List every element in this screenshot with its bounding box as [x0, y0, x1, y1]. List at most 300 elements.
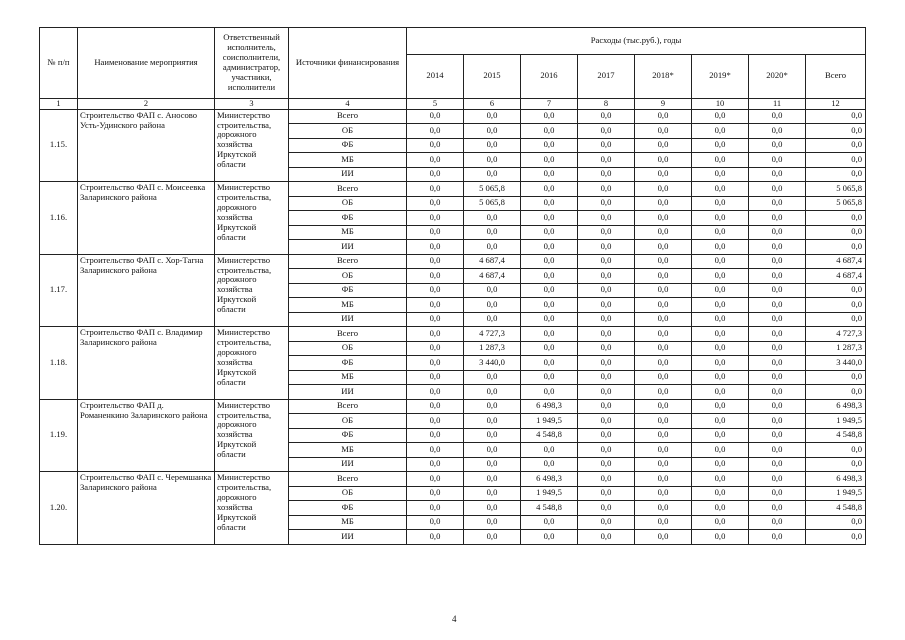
amount-cell: 0,0 [521, 211, 578, 226]
amount-cell: 0,0 [578, 283, 635, 298]
amount-cell: 0,0 [749, 298, 806, 313]
amount-cell: 0,0 [407, 312, 464, 327]
amount-cell: 0,0 [749, 385, 806, 400]
amount-cell: 0,0 [464, 399, 521, 414]
amount-cell: 0,0 [578, 138, 635, 153]
funding-source: ФБ [289, 138, 407, 153]
amount-cell: 0,0 [692, 457, 749, 472]
column-number-row [40, 99, 866, 110]
amount-cell: 0,0 [407, 182, 464, 197]
amount-cell: 0,0 [749, 124, 806, 139]
amount-cell: 0,0 [407, 138, 464, 153]
amount-cell: 0,0 [635, 124, 692, 139]
table-row [40, 399, 866, 414]
total-cell: 0,0 [806, 283, 866, 298]
amount-cell: 0,0 [464, 124, 521, 139]
funding-source: МБ [289, 443, 407, 458]
total-cell: 1 949,5 [806, 486, 866, 501]
item-name: Строительство ФАП с. Аносово Усть-Удинского района [78, 109, 215, 182]
funding-source: ИИ [289, 457, 407, 472]
amount-cell: 6 498,3 [521, 472, 578, 487]
funding-source: Всего [289, 399, 407, 414]
amount-cell: 0,0 [635, 312, 692, 327]
amount-cell: 0,0 [692, 254, 749, 269]
header-year: 2019* [692, 54, 749, 98]
amount-cell: 1 287,3 [464, 341, 521, 356]
total-cell: 3 440,0 [806, 356, 866, 371]
amount-cell: 0,0 [692, 472, 749, 487]
amount-cell: 0,0 [521, 530, 578, 545]
amount-cell: 0,0 [407, 486, 464, 501]
total-cell: 1 949,5 [806, 414, 866, 429]
total-cell: 0,0 [806, 109, 866, 124]
header-year: 2017 [578, 54, 635, 98]
amount-cell: 0,0 [464, 312, 521, 327]
amount-cell: 0,0 [464, 530, 521, 545]
item-name: Строительство ФАП с. Хор-Тагна Заларинского района [78, 254, 215, 327]
amount-cell: 0,0 [692, 312, 749, 327]
amount-cell: 0,0 [635, 269, 692, 284]
amount-cell: 0,0 [692, 515, 749, 530]
amount-cell: 0,0 [749, 269, 806, 284]
header-row-1 [40, 28, 866, 55]
total-cell: 5 065,8 [806, 196, 866, 211]
amount-cell: 3 440,0 [464, 356, 521, 371]
total-cell: 0,0 [806, 167, 866, 182]
funding-source: МБ [289, 515, 407, 530]
amount-cell: 0,0 [521, 167, 578, 182]
amount-cell: 0,0 [692, 196, 749, 211]
amount-cell: 0,0 [464, 385, 521, 400]
amount-cell: 0,0 [578, 327, 635, 342]
amount-cell: 0,0 [635, 457, 692, 472]
amount-cell: 0,0 [407, 385, 464, 400]
total-cell: 6 498,3 [806, 399, 866, 414]
amount-cell: 0,0 [578, 399, 635, 414]
item-name: Строительство ФАП с. Владимир Заларинского района [78, 327, 215, 400]
amount-cell: 0,0 [692, 153, 749, 168]
amount-cell: 0,0 [635, 240, 692, 255]
column-number: 2 [78, 99, 215, 110]
table-row [40, 472, 866, 487]
amount-cell: 0,0 [749, 182, 806, 197]
amount-cell: 0,0 [749, 211, 806, 226]
amount-cell: 0,0 [578, 182, 635, 197]
amount-cell: 0,0 [464, 457, 521, 472]
amount-cell: 0,0 [578, 486, 635, 501]
amount-cell: 0,0 [407, 167, 464, 182]
amount-cell: 0,0 [464, 138, 521, 153]
amount-cell: 0,0 [464, 109, 521, 124]
amount-cell: 0,0 [635, 341, 692, 356]
amount-cell: 0,0 [692, 327, 749, 342]
amount-cell: 0,0 [521, 298, 578, 313]
total-cell: 0,0 [806, 457, 866, 472]
amount-cell: 0,0 [635, 414, 692, 429]
total-cell: 0,0 [806, 138, 866, 153]
column-number: 9 [635, 99, 692, 110]
amount-cell: 0,0 [521, 269, 578, 284]
amount-cell: 0,0 [407, 211, 464, 226]
amount-cell: 4 548,8 [521, 501, 578, 516]
funding-source: Всего [289, 254, 407, 269]
amount-cell: 0,0 [521, 225, 578, 240]
funding-source: ИИ [289, 385, 407, 400]
amount-cell: 0,0 [578, 196, 635, 211]
amount-cell: 0,0 [635, 399, 692, 414]
amount-cell: 0,0 [692, 109, 749, 124]
column-number: 10 [692, 99, 749, 110]
amount-cell: 0,0 [521, 283, 578, 298]
item-number: 1.17. [40, 254, 78, 327]
header-expenses: Расходы (тыс.руб.), годы [407, 28, 866, 55]
amount-cell: 0,0 [692, 124, 749, 139]
amount-cell: 0,0 [521, 341, 578, 356]
table-row [40, 327, 866, 342]
funding-source: Всего [289, 109, 407, 124]
total-cell: 0,0 [806, 385, 866, 400]
funding-source: ФБ [289, 356, 407, 371]
amount-cell: 0,0 [692, 486, 749, 501]
funding-source: ФБ [289, 283, 407, 298]
amount-cell: 0,0 [464, 167, 521, 182]
amount-cell: 0,0 [692, 182, 749, 197]
amount-cell: 0,0 [749, 109, 806, 124]
column-number: 11 [749, 99, 806, 110]
amount-cell: 0,0 [749, 486, 806, 501]
table-row [40, 182, 866, 197]
funding-source: ИИ [289, 312, 407, 327]
column-number: 12 [806, 99, 866, 110]
amount-cell: 0,0 [692, 211, 749, 226]
amount-cell: 0,0 [578, 153, 635, 168]
amount-cell: 0,0 [578, 515, 635, 530]
amount-cell: 0,0 [578, 501, 635, 516]
amount-cell: 0,0 [692, 225, 749, 240]
amount-cell: 0,0 [692, 414, 749, 429]
amount-cell: 0,0 [635, 472, 692, 487]
amount-cell: 5 065,8 [464, 196, 521, 211]
column-number: 4 [289, 99, 407, 110]
amount-cell: 0,0 [464, 283, 521, 298]
amount-cell: 0,0 [749, 225, 806, 240]
amount-cell: 0,0 [521, 109, 578, 124]
funding-source: ОБ [289, 486, 407, 501]
total-cell: 0,0 [806, 124, 866, 139]
total-cell: 0,0 [806, 153, 866, 168]
amount-cell: 0,0 [692, 370, 749, 385]
amount-cell: 0,0 [464, 472, 521, 487]
amount-cell: 0,0 [407, 370, 464, 385]
amount-cell: 0,0 [407, 472, 464, 487]
amount-cell: 0,0 [578, 443, 635, 458]
amount-cell: 1 949,5 [521, 414, 578, 429]
amount-cell: 0,0 [407, 501, 464, 516]
item-name: Строительство ФАП д. Романенкино Заларинского района [78, 399, 215, 472]
total-cell: 0,0 [806, 211, 866, 226]
total-cell: 4 687,4 [806, 254, 866, 269]
amount-cell: 0,0 [749, 515, 806, 530]
header-year: 2018* [635, 54, 692, 98]
funding-source: МБ [289, 370, 407, 385]
amount-cell: 0,0 [464, 225, 521, 240]
table-row [40, 109, 866, 124]
funding-source: ОБ [289, 341, 407, 356]
amount-cell: 0,0 [578, 109, 635, 124]
amount-cell: 0,0 [407, 240, 464, 255]
funding-source: ОБ [289, 269, 407, 284]
funding-source: МБ [289, 298, 407, 313]
amount-cell: 0,0 [521, 443, 578, 458]
amount-cell: 0,0 [749, 254, 806, 269]
amount-cell: 0,0 [749, 327, 806, 342]
amount-cell: 0,0 [635, 443, 692, 458]
amount-cell: 0,0 [407, 414, 464, 429]
amount-cell: 0,0 [521, 312, 578, 327]
header-num: № п/п [40, 28, 78, 99]
funding-source: Всего [289, 472, 407, 487]
amount-cell: 0,0 [578, 428, 635, 443]
amount-cell: 0,0 [464, 428, 521, 443]
item-number: 1.19. [40, 399, 78, 472]
amount-cell: 0,0 [749, 501, 806, 516]
amount-cell: 0,0 [521, 240, 578, 255]
column-number: 1 [40, 99, 78, 110]
amount-cell: 0,0 [464, 414, 521, 429]
item-name: Строительство ФАП с. Черемшанка Заларинского района [78, 472, 215, 545]
amount-cell: 0,0 [407, 327, 464, 342]
amount-cell: 0,0 [578, 167, 635, 182]
amount-cell: 0,0 [578, 472, 635, 487]
funding-source: Всего [289, 327, 407, 342]
amount-cell: 0,0 [749, 196, 806, 211]
amount-cell: 0,0 [407, 399, 464, 414]
amount-cell: 0,0 [464, 515, 521, 530]
item-executor: Министерство строительства, дорожного хозяйства Иркутской области [215, 109, 289, 182]
amount-cell: 4 687,4 [464, 269, 521, 284]
amount-cell: 0,0 [407, 530, 464, 545]
amount-cell: 0,0 [521, 356, 578, 371]
amount-cell: 0,0 [635, 530, 692, 545]
header-year-total: Всего [806, 54, 866, 98]
amount-cell: 0,0 [521, 254, 578, 269]
amount-cell: 0,0 [578, 414, 635, 429]
amount-cell: 0,0 [692, 138, 749, 153]
amount-cell: 0,0 [635, 138, 692, 153]
amount-cell: 4 548,8 [521, 428, 578, 443]
amount-cell: 0,0 [521, 327, 578, 342]
total-cell: 0,0 [806, 530, 866, 545]
column-number: 8 [578, 99, 635, 110]
amount-cell: 0,0 [521, 182, 578, 197]
column-number: 7 [521, 99, 578, 110]
funding-source: ОБ [289, 414, 407, 429]
header-responsible: Ответственный исполнитель, соисполнители, администратор, участники, исполнители [215, 28, 289, 99]
amount-cell: 4 687,4 [464, 254, 521, 269]
funding-source: ИИ [289, 167, 407, 182]
funding-source: ОБ [289, 124, 407, 139]
amount-cell: 0,0 [464, 240, 521, 255]
total-cell: 4 687,4 [806, 269, 866, 284]
amount-cell: 0,0 [578, 254, 635, 269]
amount-cell: 0,0 [578, 124, 635, 139]
amount-cell: 0,0 [749, 428, 806, 443]
amount-cell: 0,0 [749, 312, 806, 327]
amount-cell: 0,0 [635, 211, 692, 226]
amount-cell: 0,0 [464, 211, 521, 226]
amount-cell: 5 065,8 [464, 182, 521, 197]
amount-cell: 0,0 [635, 153, 692, 168]
amount-cell: 0,0 [578, 298, 635, 313]
amount-cell: 0,0 [464, 501, 521, 516]
amount-cell: 0,0 [578, 370, 635, 385]
amount-cell: 0,0 [635, 283, 692, 298]
amount-cell: 0,0 [521, 124, 578, 139]
amount-cell: 0,0 [692, 269, 749, 284]
amount-cell: 0,0 [521, 457, 578, 472]
amount-cell: 0,0 [635, 515, 692, 530]
amount-cell: 0,0 [692, 530, 749, 545]
amount-cell: 0,0 [749, 530, 806, 545]
item-executor: Министерство строительства, дорожного хозяйства Иркутской области [215, 182, 289, 255]
amount-cell: 0,0 [692, 356, 749, 371]
amount-cell: 0,0 [635, 428, 692, 443]
funding-source: Всего [289, 182, 407, 197]
header-name: Наименование мероприятия [78, 28, 215, 99]
column-number: 3 [215, 99, 289, 110]
funding-source: МБ [289, 225, 407, 240]
amount-cell: 0,0 [578, 312, 635, 327]
amount-cell: 0,0 [407, 356, 464, 371]
amount-cell: 0,0 [407, 515, 464, 530]
item-number: 1.20. [40, 472, 78, 545]
page-number: 4 [452, 614, 457, 624]
amount-cell: 0,0 [578, 356, 635, 371]
column-number: 5 [407, 99, 464, 110]
header-year: 2020* [749, 54, 806, 98]
amount-cell: 6 498,3 [521, 399, 578, 414]
amount-cell: 0,0 [692, 341, 749, 356]
header-year: 2016 [521, 54, 578, 98]
amount-cell: 0,0 [749, 153, 806, 168]
column-number: 6 [464, 99, 521, 110]
item-number: 1.15. [40, 109, 78, 182]
amount-cell: 0,0 [407, 428, 464, 443]
amount-cell: 0,0 [635, 298, 692, 313]
amount-cell: 0,0 [635, 327, 692, 342]
amount-cell: 0,0 [578, 225, 635, 240]
amount-cell: 0,0 [407, 254, 464, 269]
amount-cell: 0,0 [692, 443, 749, 458]
amount-cell: 0,0 [464, 443, 521, 458]
amount-cell: 0,0 [578, 341, 635, 356]
amount-cell: 0,0 [635, 182, 692, 197]
total-cell: 4 548,8 [806, 501, 866, 516]
funding-source: ИИ [289, 240, 407, 255]
total-cell: 6 498,3 [806, 472, 866, 487]
amount-cell: 0,0 [635, 225, 692, 240]
amount-cell: 0,0 [578, 530, 635, 545]
amount-cell: 0,0 [635, 167, 692, 182]
amount-cell: 0,0 [749, 356, 806, 371]
total-cell: 0,0 [806, 443, 866, 458]
total-cell: 4 727,3 [806, 327, 866, 342]
item-name: Строительство ФАП с. Моисеевка Заларинского района [78, 182, 215, 255]
header-year: 2015 [464, 54, 521, 98]
amount-cell: 0,0 [578, 385, 635, 400]
total-cell: 5 065,8 [806, 182, 866, 197]
amount-cell: 0,0 [635, 254, 692, 269]
amount-cell: 0,0 [578, 269, 635, 284]
amount-cell: 0,0 [692, 501, 749, 516]
amount-cell: 0,0 [692, 167, 749, 182]
item-executor: Министерство строительства, дорожного хозяйства Иркутской области [215, 327, 289, 400]
total-cell: 0,0 [806, 312, 866, 327]
amount-cell: 0,0 [635, 385, 692, 400]
funding-source: МБ [289, 153, 407, 168]
amount-cell: 0,0 [749, 472, 806, 487]
amount-cell: 0,0 [749, 457, 806, 472]
amount-cell: 0,0 [578, 457, 635, 472]
total-cell: 0,0 [806, 240, 866, 255]
amount-cell: 0,0 [578, 240, 635, 255]
funding-source: ФБ [289, 501, 407, 516]
total-cell: 4 548,8 [806, 428, 866, 443]
amount-cell: 0,0 [464, 298, 521, 313]
amount-cell: 0,0 [749, 138, 806, 153]
amount-cell: 0,0 [407, 109, 464, 124]
item-executor: Министерство строительства, дорожного хозяйства Иркутской области [215, 399, 289, 472]
amount-cell: 0,0 [692, 428, 749, 443]
amount-cell: 0,0 [407, 298, 464, 313]
amount-cell: 0,0 [521, 153, 578, 168]
funding-source: ФБ [289, 428, 407, 443]
amount-cell: 0,0 [692, 399, 749, 414]
item-number: 1.18. [40, 327, 78, 400]
amount-cell: 0,0 [521, 385, 578, 400]
amount-cell: 0,0 [407, 153, 464, 168]
amount-cell: 0,0 [407, 283, 464, 298]
amount-cell: 0,0 [749, 283, 806, 298]
amount-cell: 0,0 [749, 370, 806, 385]
header-year: 2014 [407, 54, 464, 98]
funding-source: ИИ [289, 530, 407, 545]
amount-cell: 0,0 [407, 196, 464, 211]
amount-cell: 0,0 [407, 225, 464, 240]
amount-cell: 0,0 [464, 486, 521, 501]
amount-cell: 0,0 [407, 269, 464, 284]
amount-cell: 0,0 [521, 196, 578, 211]
table-body [40, 109, 866, 544]
amount-cell: 0,0 [635, 356, 692, 371]
item-number: 1.16. [40, 182, 78, 255]
amount-cell: 1 949,5 [521, 486, 578, 501]
amount-cell: 0,0 [692, 283, 749, 298]
amount-cell: 0,0 [635, 501, 692, 516]
item-executor: Министерство строительства, дорожного хозяйства Иркутской области [215, 472, 289, 545]
amount-cell: 0,0 [635, 370, 692, 385]
amount-cell: 0,0 [692, 240, 749, 255]
financing-table [39, 27, 866, 545]
amount-cell: 0,0 [635, 486, 692, 501]
amount-cell: 4 727,3 [464, 327, 521, 342]
amount-cell: 0,0 [407, 443, 464, 458]
amount-cell: 0,0 [749, 399, 806, 414]
amount-cell: 0,0 [692, 298, 749, 313]
amount-cell: 0,0 [407, 457, 464, 472]
amount-cell: 0,0 [635, 109, 692, 124]
amount-cell: 0,0 [749, 341, 806, 356]
